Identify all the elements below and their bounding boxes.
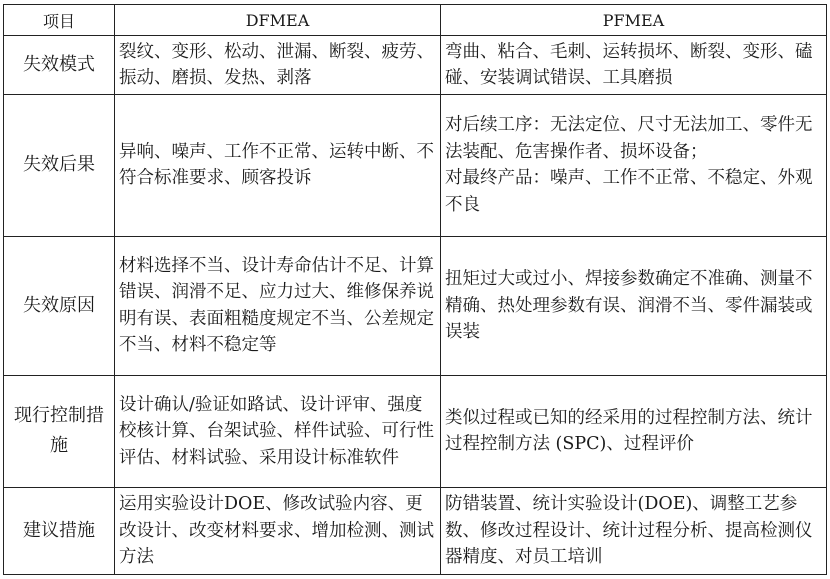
row-label: 失效后果 (4, 95, 115, 237)
table-header-row (4, 5, 827, 36)
pfmea-cell: 防错装置、统计实验设计(DOE)、调整工艺参数、修改过程设计、统计过程分析、提高检测仪器精度、对员工培训 (441, 487, 827, 574)
header-dfmea: DFMEA (115, 5, 441, 36)
row-label: 建议措施 (4, 487, 115, 574)
pfmea-cell: 类似过程或已知的经采用的过程控制方法、统计过程控制方法 (SPC)、过程评价 (441, 376, 827, 487)
fmea-comparison-table (3, 4, 827, 575)
table-row-failure-mode (4, 36, 827, 95)
table-row-recommended-actions (4, 487, 827, 574)
pfmea-effect-subsequent-process: 对后续工序：无法定位、尺寸无法加工、零件无法装配、危害操作者、损坏设备； (445, 115, 813, 162)
table-row-failure-cause (4, 236, 827, 376)
row-label: 失效模式 (4, 36, 115, 95)
pfmea-cell: 弯曲、粘合、毛刺、运转损坏、断裂、变形、磕碰、安装调试错误、工具磨损 (441, 36, 827, 95)
dfmea-cell: 材料选择不当、设计寿命估计不足、计算错误、润滑不足、应力过大、维修保养说明有误、表面粗糙度规定不当、公差规定不当、材料不稳定等 (115, 236, 441, 376)
header-item: 项目 (4, 5, 115, 36)
table-row-current-controls (4, 376, 827, 487)
table-row-failure-effect (4, 95, 827, 237)
dfmea-cell: 异响、噪声、工作不正常、运转中断、不符合标准要求、顾客投诉 (115, 95, 441, 237)
dfmea-cell: 裂纹、变形、松动、泄漏、断裂、疲劳、振动、磨损、发热、剥落 (115, 36, 441, 95)
header-pfmea: PFMEA (441, 5, 827, 36)
dfmea-cell: 设计确认/验证如路试、设计评审、强度校核计算、台架试验、样件试验、可行性评估、材料试验、采用设计标准软件 (115, 376, 441, 487)
pfmea-cell (441, 95, 827, 237)
pfmea-effect-final-product: 对最终产品：噪声、工作不正常、不稳定、外观不良 (445, 168, 813, 215)
row-label: 失效原因 (4, 236, 115, 376)
pfmea-cell: 扭矩过大或过小、焊接参数确定不准确、测量不精确、热处理参数有误、润滑不当、零件漏装或误装 (441, 236, 827, 376)
row-label: 现行控制措施 (4, 376, 115, 487)
dfmea-cell: 运用实验设计DOE、修改试验内容、更改设计、改变材料要求、增加检测、测试方法 (115, 487, 441, 574)
